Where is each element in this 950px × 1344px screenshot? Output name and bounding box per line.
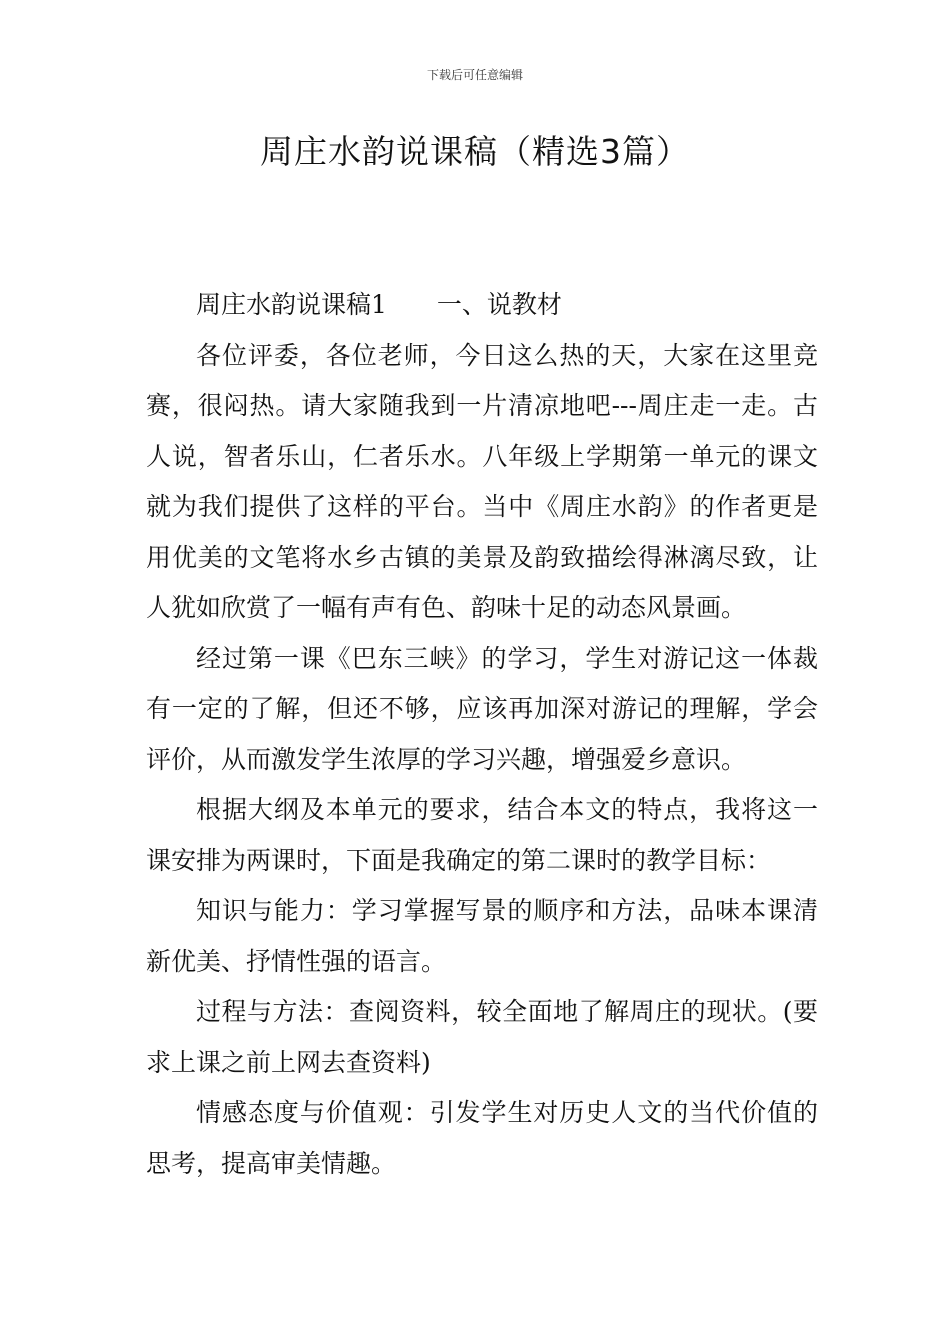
paragraph: 知识与能力：学习掌握写景的顺序和方法，品味本课清新优美、抒情性强的语言。: [146, 896, 818, 976]
paragraph: 情感态度与价值观：引发学生对历史人文的当代价值的思考，提高审美情趣。: [146, 1098, 818, 1178]
document-body: [146, 280, 818, 1189]
section-heading: 周庄水韵说课稿1: [196, 290, 387, 319]
paragraph: 经过第一课《巴东三峡》的学习，学生对游记这一体裁有一定的了解，但还不够，应该再加深对游记的理解，学会评价，从而激发学生浓厚的学习兴趣，增强爱乡意识。: [146, 643, 818, 774]
section-subheading: 一、说教材: [436, 290, 562, 319]
paragraph: 各位评委，各位老师，今日这么热的天，大家在这里竞赛，很闷热。请大家随我到一片清凉地吧---周庄走一走。古人说，智者乐山，仁者乐水。八年级上学期第一单元的课文就为我们提供了这样的平台。当中《周庄水韵》的作者更是用优美的文笔将水乡古镇的美景及韵致描绘得淋漓尽致，让人犹如欣赏了一幅有声有色、韵味十足的动态风景画。: [146, 340, 818, 622]
header-note: 下载后可任意编辑: [426, 68, 523, 82]
paragraph: 过程与方法：查阅资料，较全面地了解周庄的现状。(要求上课之前上网去查资料): [146, 997, 818, 1077]
paragraph: 根据大纲及本单元的要求，结合本文的特点，我将这一课安排为两课时，下面是我确定的第二课时的教学目标：: [146, 795, 818, 875]
document-title: 周庄水韵说课稿（精选3篇）: [260, 132, 690, 171]
section-heading-line: [146, 280, 818, 331]
